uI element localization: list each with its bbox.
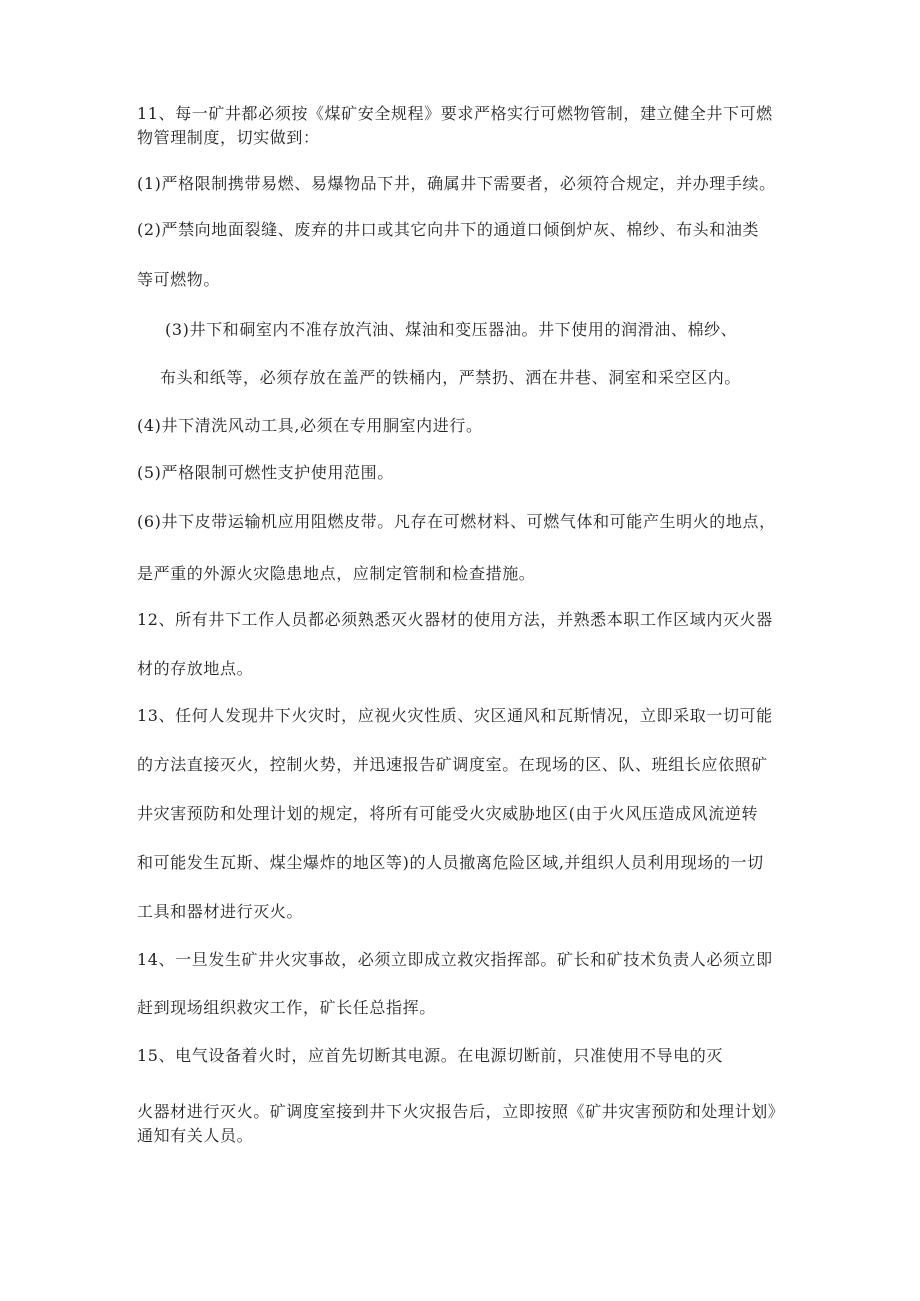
item-3-line-2: 布头和纸等，必须存放在盖严的铁桶内，严禁扔、洒在井巷、洞室和采空区内。 bbox=[160, 368, 742, 387]
item-6-line-2: 是严重的外源火灾隐患地点，应制定管制和检查措施。 bbox=[137, 564, 536, 583]
paragraph-11-line-1: 11、每一矿井都必须按《煤矿安全规程》要求严格实行可燃物管制，建立健全井下可燃 bbox=[137, 104, 773, 123]
paragraph-14-line-1: 14、一旦发生矿井火灾事故，必须立即成立救灾指挥部。矿长和矿技术负责人必须立即 bbox=[137, 950, 773, 969]
item-2-line-2: 等可燃物。 bbox=[137, 270, 221, 289]
item-6-line-1: (6)井下皮带运输机应用阻燃皮带。凡存在可燃材料、可燃气体和可能产生明火的地点， bbox=[137, 512, 776, 531]
paragraph-13-line-2: 的方法直接灭火，控制火势，并迅速报告矿调度室。在现场的区、队、班组长应依照矿 bbox=[137, 755, 768, 774]
item-3-line-1: (3)井下和硐室内不准存放汽油、煤油和变压器油。井下使用的润滑油、棉纱、 bbox=[165, 320, 738, 339]
paragraph-14-line-2: 赶到现场组织救灾工作，矿长任总指挥。 bbox=[137, 998, 436, 1017]
paragraph-15-line-2: 火器材进行灭火。矿调度室接到井下火灾报告后，立即按照《矿井灾害预防和处理计划》 bbox=[137, 1102, 785, 1121]
item-4-line-1: (4)井下清洗风动工具,必须在专用胴室内进行。 bbox=[137, 416, 483, 435]
paragraph-12-line-2: 材的存放地点。 bbox=[137, 659, 254, 678]
paragraph-13-line-3: 井灾害预防和处理计划的规定，将所有可能受火灾威胁地区(由于火风压造成风流逆转 bbox=[137, 804, 759, 823]
paragraph-13-line-1: 13、任何人发现井下火灾时，应视火灾性质、灾区通风和瓦斯情况，立即采取一切可能 bbox=[137, 706, 773, 725]
paragraph-15-line-1: 15、电气设备着火时，应首先切断其电源。在电源切断前，只准使用不导电的灭 bbox=[137, 1046, 723, 1065]
item-1-line-1: (1)严格限制携带易燃、易爆物品下井，确属井下需要者，必须符合规定，并办理手续。 bbox=[137, 174, 776, 193]
paragraph-13-line-4: 和可能发生瓦斯、煤尘爆炸的地区等)的人员撤离危险区域,并组织人员利用现场的一切 bbox=[137, 853, 764, 872]
item-2-line-1: (2)严禁向地面裂缝、废弃的井口或其它向井下的通道口倾倒炉灰、棉纱、布头和油类 bbox=[137, 220, 760, 239]
paragraph-11-line-2: 物管理制度，切实做到： bbox=[137, 128, 320, 147]
item-5-line-1: (5)严格限制可燃性支护使用范围。 bbox=[137, 463, 394, 482]
paragraph-15-line-3: 通知有关人员。 bbox=[137, 1126, 254, 1145]
paragraph-13-line-5: 工具和器材进行灭火。 bbox=[137, 902, 304, 921]
paragraph-12-line-1: 12、所有井下工作人员都必须熟悉灭火器材的使用方法，并熟悉本职工作区域内灭火器 bbox=[137, 610, 773, 629]
